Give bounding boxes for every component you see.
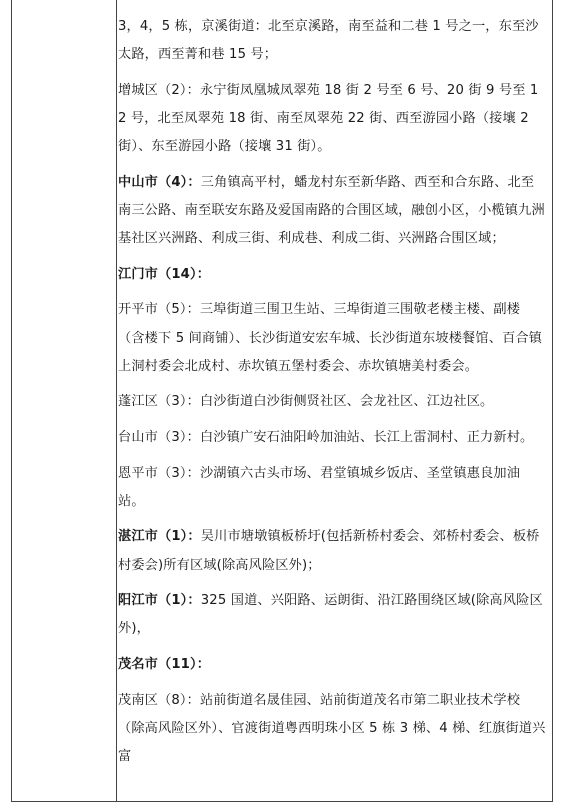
city-heading: 中山市（4）： xyxy=(118,174,201,190)
paragraph-text: 三角镇高平村，蟠龙村东至新华路、西至和合东路、北至南三公路、南至联安东路及爱国南路的合围区域，融创小区，小榄镇九洲基社区兴洲路、利成三街、利成巷、利成二街、兴洲路合围区域； xyxy=(118,174,545,247)
paragraph-9 xyxy=(118,523,546,579)
paragraph-text: 325 国道、兴阳路、运朗街、沿江路围绕区域(除高风险区外)， xyxy=(118,593,543,637)
city-heading: 江门市（14）： xyxy=(118,266,211,282)
paragraph-8 xyxy=(118,460,546,516)
paragraph-7 xyxy=(118,424,546,452)
table-content-cell xyxy=(118,13,546,779)
paragraph-1 xyxy=(118,13,546,69)
paragraph-text: 开平市（5）：三埠街道三围卫生站、三埠街道三围敬老楼主楼、副楼（含楼下 5 间商铺）、长沙街道安宏车城、长沙街道东坡楼餐馆、百合镇上洞村委会北成村、赤坎镇五堡村委会、赤坎镇塘美村委会。 xyxy=(118,302,543,374)
paragraph-11 xyxy=(118,651,546,679)
city-heading: 茂名市（11）： xyxy=(118,656,211,672)
paragraph-6 xyxy=(118,388,546,416)
city-heading: 阳江市（1）： xyxy=(118,593,201,609)
paragraph-5 xyxy=(118,296,546,381)
paragraph-text: 台山市（3）：白沙镇广安石油阳岭加油站、长江上雷洞村、正力新村。 xyxy=(118,429,534,445)
paragraph-text: 恩平市（3）：沙湖镇六古头市场、君堂镇城乡饭店、圣堂镇惠良加油站。 xyxy=(118,465,521,509)
column-divider xyxy=(116,0,117,801)
paragraph-10 xyxy=(118,587,546,643)
paragraph-text: 增城区（2）：永宁街凤凰城凤翠苑 18 街 2 号至 6 号、20 街 9 号至 12 号，北至凤翠苑 18 街、南至凤翠苑 22 街、西至游园小路（接壤 2 街）、东至游园小路（接壤 31 街）。 xyxy=(118,82,539,155)
paragraph-text: 茂南区（8）：站前街道名晟佳园、站前街道茂名市第二职业技术学校（除高风险区外）、官渡街道粤西明珠小区 5 栋 3 梯、4 梯、红旗街道兴富 xyxy=(118,692,546,764)
paragraph-text: 3，4，5 栋，京溪街道：北至京溪路，南至益和二巷 1 号之一，东至沙太路，西至菁和巷 15 号； xyxy=(118,19,539,63)
paragraph-text: 吴川市塘墩镇板桥圩(包括新桥村委会、郊桥村委会、板桥村委会)所有区域(除高风险区外)； xyxy=(118,529,540,573)
paragraph-12 xyxy=(118,687,546,772)
city-heading: 湛江市（1）： xyxy=(118,529,201,545)
paragraph-text: 蓬江区（3）：白沙街道白沙街侧贤社区、会龙社区、江边社区。 xyxy=(118,394,494,410)
paragraph-3 xyxy=(118,169,546,254)
paragraph-4 xyxy=(118,261,546,289)
paragraph-2 xyxy=(118,77,546,162)
